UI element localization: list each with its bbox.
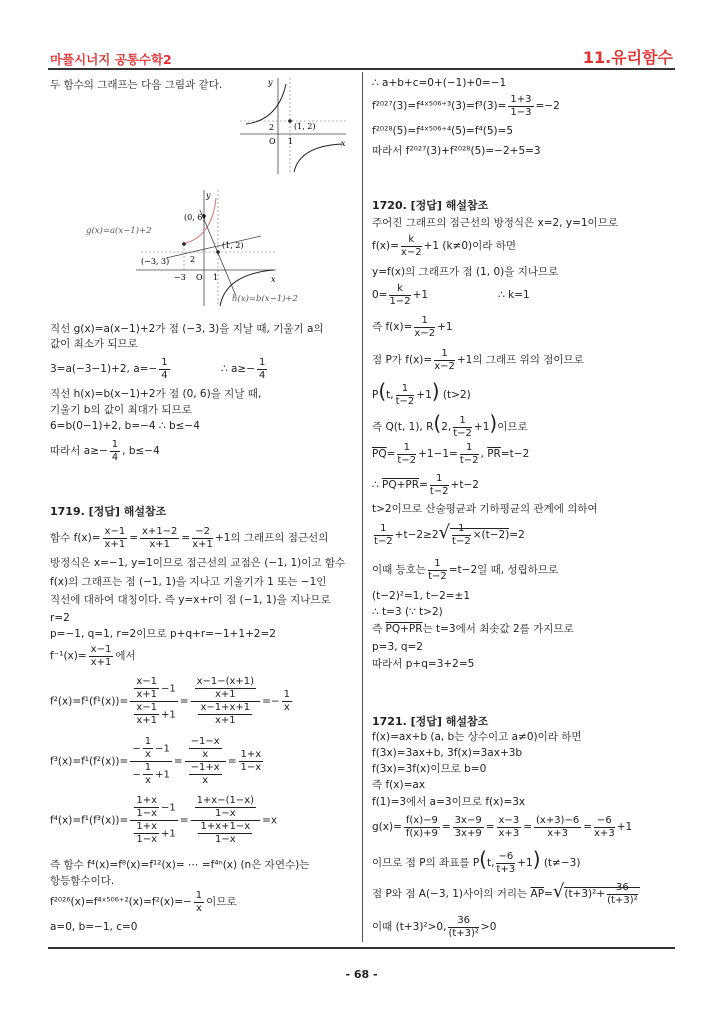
f-inverse: f⁻¹(x)= $\frac{x-1}{x+1}$ 에서 bbox=[50, 643, 136, 668]
g2-origin: O bbox=[196, 273, 203, 282]
g1-one: 1 bbox=[288, 137, 294, 146]
column-divider bbox=[362, 72, 363, 942]
pq-pr: $\overline{PQ}=$ $\frac{1}{t-2}$ +1−1= $\frac{1}{t-2}$ , $\overline{PR}=t-2$ bbox=[372, 441, 530, 466]
g2-h-label: h(x)=b(x−1)+2 bbox=[232, 294, 298, 304]
g2-p06: (0, 6) bbox=[184, 213, 206, 222]
g2-one: 1 bbox=[213, 273, 219, 282]
section-1721: 1721. [정답] 해설참조 bbox=[372, 715, 489, 728]
eq-b: 6=b(0−1)+2, b=−4 ∴ b≤−4 bbox=[50, 420, 200, 432]
asymptotes-1720: 주어진 그래프의 점근선의 방정식은 x=2, y=1이므로 bbox=[372, 217, 618, 229]
line-text: 직선에 대하여 대칭이다. 즉 y=x+r이 점 (−1, 1)을 지나므로 bbox=[50, 594, 331, 606]
pqr-sum: p=−1, q=1, r=2이므로 p+q+r=−1+1+2=2 bbox=[50, 628, 276, 640]
min-text: 즉 PQ+PR는 t=3에서 최솟값 2를 가지므로 bbox=[372, 623, 574, 635]
p-coord-1721: 이므로 점 P의 좌표를 P(t, $\frac{-6}{t+3}$ +1) (t≠−3) bbox=[372, 847, 581, 875]
f-sum: 따라서 f²⁰²⁷(3)+f²⁰²⁸(5)=−2+5=3 bbox=[372, 145, 541, 157]
f2028: f²⁰²⁸(5)=f⁴ˣ⁵⁰⁶⁺⁴(5)=f⁴(5)=5 bbox=[372, 125, 514, 137]
graph-2 bbox=[86, 186, 331, 308]
g1-point: (1, 2) bbox=[294, 122, 316, 131]
am-gm-text: t>2이므로 산술평균과 기하평균의 관계에 의하여 bbox=[372, 503, 598, 515]
header-right: 11.유리함수 bbox=[582, 48, 673, 67]
section-1719: 1719. [정답] 해설참조 bbox=[50, 505, 167, 518]
g2-y: y bbox=[206, 191, 211, 200]
g2-g-label: g(x)=a(x−1)+2 bbox=[86, 226, 152, 236]
line-h-text-2: 기울기 b의 값이 최대가 되므로 bbox=[50, 404, 192, 416]
line-h-text: 직선 h(x)=b(x−1)+2가 점 (0, 6)을 지날 때, bbox=[50, 388, 262, 400]
footer-rule bbox=[48, 947, 675, 949]
f2-eq: f²(x)=f¹(f¹(x))= $\frac{x-1}{x+1}$ −1 $\frac{x-1}{x+1}$ +1 = $\frac{\frac{x-1-(x+1)}{x+1}}{\frac{x-1+x+1}{x+1}}$ =− $\frac{1}{x}$ bbox=[50, 676, 291, 726]
t-sq: (t−2)²=1, t−2=±1 bbox=[372, 590, 471, 602]
identity-text: 즉 함수 f⁴(x)=f⁸(x)=f¹²(x)= ⋯ =f⁴ⁿ(x) (n은 자연수)는 bbox=[50, 859, 310, 871]
c-line-2: f(3x)=3ax+b, 3f(x)=3ax+3b bbox=[372, 747, 523, 759]
g-eq: g(x)= $\frac{f(x)-9}{f(x)+9}$ = $\frac{3x-9}{3x+9}$ = $\frac{x-3}{x+3}$ = $\frac{(x+3)-6}{x+3}$ = $\frac{-6}{x+3}$ +1 bbox=[372, 814, 633, 839]
line-g-text: 직선 g(x)=a(x−1)+2가 점 (−3, 3)을 지날 때, 기울기 a의 bbox=[50, 323, 324, 335]
asymptote-text: 방정식은 x=−1, y=1이므로 점근선의 교점은 (−1, 1)이고 함수 bbox=[50, 557, 346, 569]
g2-two: 2 bbox=[190, 255, 196, 264]
equality-cond: 이때 등호는 $\frac{1}{t-2}$ =t−2일 때, 성립하므로 bbox=[372, 557, 559, 582]
f-def: 함수 f(x)= $\frac{x-1}{x+1}$ = $\frac{x+1-2}{x+1}$ = $\frac{-2}{x+1}$ +1의 그래프의 점근선의 bbox=[50, 525, 329, 550]
f2026: f²⁰²⁶(x)=f⁴ˣ⁵⁰⁶⁺²(x)=f²(x)=− $\frac{1}{x}$ 이므로 bbox=[50, 889, 237, 914]
g2-m3: −3 bbox=[174, 273, 186, 282]
identity-text-2: 항등함수이다. bbox=[50, 875, 115, 887]
positivity: 이때 (t+3)²>0, $\frac{36}{\text{(t+3)²}}$ >0 bbox=[372, 914, 497, 939]
g2-p12: (1, 2) bbox=[222, 241, 244, 250]
g1-origin: O bbox=[269, 137, 276, 146]
pq-sum: 따라서 p+q=3+2=5 bbox=[372, 658, 475, 670]
abc-values: a=0, b=−1, c=0 bbox=[50, 921, 138, 933]
page-number: - 68 - bbox=[345, 968, 378, 981]
distance-ap: 점 P와 점 A(−3, 1)사이의 거리는 $\overline{AP}=√(t+3)^2+$ $\frac{36}{\text{(t+3)²}}$ bbox=[372, 881, 638, 906]
point-p: 점 P가 f(x)= $\frac{1}{x-2}$ +1의 그래프 위의 점이므로 bbox=[372, 347, 584, 372]
symmetry-text: f(x)의 그래프는 점 (−1, 1)을 지나고 기울기가 1 또는 −1인 bbox=[50, 576, 327, 588]
section-1720: 1720. [정답] 해설참조 bbox=[372, 199, 489, 212]
pq-plus-pr: ∴ PQ+PR= $\frac{1}{t-2}$ +t−2 bbox=[372, 472, 479, 497]
r-value: r=2 bbox=[50, 612, 70, 624]
c-line-4: 즉 f(x)=ax bbox=[372, 779, 426, 791]
line-g-text-2: 값이 최소가 되므로 bbox=[50, 338, 138, 350]
result-ab: 따라서 a≥− $\frac{1}{4}$ , b≤−4 bbox=[50, 438, 160, 463]
g2-pm33: (−3, 3) bbox=[141, 257, 170, 266]
p-coord: P(t, $\frac{1}{t-2}$ +1) (t>2) bbox=[372, 379, 471, 407]
pq-values: p=3, q=2 bbox=[372, 641, 423, 653]
intro-text: 두 함수의 그래프는 다음 그림과 같다. bbox=[50, 79, 223, 91]
header-left: 마플시너지 공통수학2 bbox=[50, 52, 172, 67]
point-10: y=f(x)의 그래프가 점 (1, 0)을 지나므로 bbox=[372, 266, 559, 278]
f3-eq: f³(x)=f¹(f²(x))= − $\frac{1}{x}$ −1 − $\frac{1}{x}$ +1 = $\frac{\frac{-1-x}{x}}{\frac{-1+x}{x}}$ = $\frac{1+x}{1-x}$ bbox=[50, 736, 262, 786]
g2-x: x bbox=[271, 275, 276, 284]
g1-x: x bbox=[341, 139, 346, 148]
f-final: 즉 f(x)= $\frac{1}{x-2}$ +1 bbox=[372, 314, 453, 339]
f4-eq: f⁴(x)=f¹(f³(x))= $\frac{1+x}{1-x}$ −1 $\frac{1+x}{1-x}$ +1 = $\frac{\frac{1+x-(1-x)}{1-x}}{\frac{1+x+1-x}{1-x}}$ =x bbox=[50, 795, 278, 845]
c-line-3: f(3x)=3f(x)이므로 b=0 bbox=[372, 763, 487, 775]
header-rule bbox=[48, 68, 675, 70]
eq-a: 3=a(−3−1)+2, a=− $\frac{1}{4}$ ∴ a≥− $\frac{1}{4}$ bbox=[50, 356, 266, 381]
f2027: f²⁰²⁷(3)=f⁴ˣ⁵⁰⁶⁺³(3)=f³(3)= $\frac{1+3}{1-3}$ =−2 bbox=[372, 93, 560, 118]
graph-1 bbox=[238, 76, 348, 176]
g1-y: y bbox=[268, 78, 273, 87]
c-line-5: f(1)=3에서 a=3이므로 f(x)=3x bbox=[372, 796, 526, 808]
am-gm-eq: $\frac{1}{t-2}$ +t−2≥2√ $\frac{1}{t-2}$ ×(t−2)=2 bbox=[374, 522, 525, 547]
f-k: f(x)= $\frac{k}{x-2}$ +1 (k≠0)이라 하면 bbox=[372, 233, 517, 258]
t-value: ∴ t=3 (∵ t>2) bbox=[372, 606, 443, 618]
k-eq: 0= $\frac{k}{1-2}$ +1 ∴ k=1 bbox=[372, 282, 530, 307]
qr-coord: 즉 Q(t, 1), R(2, $\frac{1}{t-2}$ +1)이므로 bbox=[372, 411, 528, 439]
c-line-1: f(x)=ax+b (a, b는 상수이고 a≠0)이라 하면 bbox=[372, 731, 582, 743]
g1-two: 2 bbox=[269, 123, 275, 132]
abc-sum: ∴ a+b+c=0+(−1)+0=−1 bbox=[372, 77, 507, 89]
